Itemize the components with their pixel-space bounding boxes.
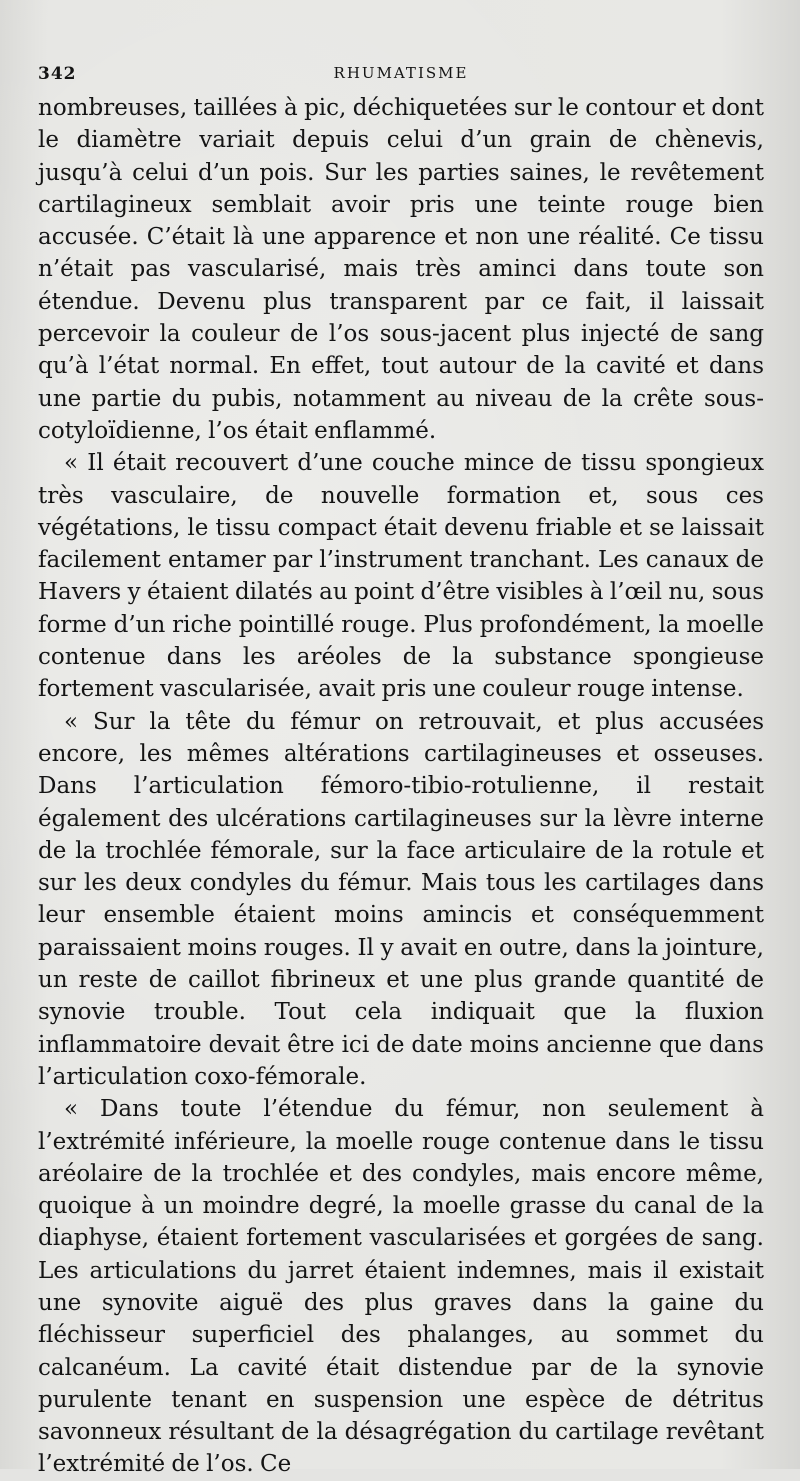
- page-number: 342: [38, 64, 77, 84]
- running-head: [38, 58, 764, 92]
- paragraph: « Il était recouvert d’une couche mince de tissu spongieux très vasculaire, de nouvelle formation et, sous ces végétations, le tissu compact était devenu friable et se laissait facilement entamer par l’instrument tranchant. Les canaux de Havers y étaient dilatés au point d’être visibles à l’œil nu, sous forme d’un riche pointillé rouge. Plus profondément, la moelle contenue dans les aréoles de la substance spongieuse fortement vascularisée, avait pris une couleur rouge intense.: [38, 450, 764, 703]
- paragraph: « Sur la tête du fémur on retrouvait, et plus accusées encore, les mêmes altérations cartilagineuses et osseuses. Dans l’articulation fémoro-tibio-rotulienne, il restait également des ulcérations cartilagineuses sur la lèvre interne de la trochlée fémorale, sur la face articulaire de la rotule et sur les deux condyles du fémur. Mais tous les cartilages dans leur ensemble étaient moins amincis et conséquemment paraissaient moins rouges. Il y avait en outre, dans la jointure, un reste de caillot fibrineux et une plus grande quantité de synovie trouble. Tout cela indiquait que la fluxion inflammatoire devait être ici de date moins ancienne que dans l’articulation coxo-fémorale.: [38, 708, 764, 1090]
- body-text: [38, 92, 764, 1481]
- paragraph: « Dans toute l’étendue du fémur, non seulement à l’extrémité inférieure, la moelle rouge contenue dans le tissu aréolaire de la trochlée et des condyles, mais encore même, quoique à un moindre degré, la moelle grasse du canal de la diaphyse, étaient fortement vascularisées et gorgées de sang. Les articulations du jarret étaient indemnes, mais il existait une synovite aiguë des plus graves dans la gaine du fléchisseur superficiel des phalanges, au sommet du calcanéum. La cavité était distendue par de la synovie purulente tenant en suspension une espèce de détritus savonneux résultant de la désagrégation du cartilage revêtant l’extrémité de l’os. Ce: [38, 1096, 764, 1478]
- paragraph-continued: nombreuses, taillées à pic, déchiquetées sur le contour et dont le diamètre variait depuis celui d’un grain de chènevis, jusqu’à celui d’un pois. Sur les parties saines, le revêtement cartilagineux semblait avoir pris une teinte rouge bien accusée. C’était là une apparence et non une réalité. Ce tissu n’était pas vascularisé, mais très aminci dans toute son étendue. Devenu plus transparent par ce fait, il laissait percevoir la couleur de l’os sous-jacent plus injecté de sang qu’à l’état normal. En effet, tout autour de la cavité et dans une partie du pubis, notamment au niveau de la crête sous-cotyloïdienne, l’os était enflammé.: [38, 95, 764, 444]
- chapter-title: RHUMATISME: [333, 64, 469, 82]
